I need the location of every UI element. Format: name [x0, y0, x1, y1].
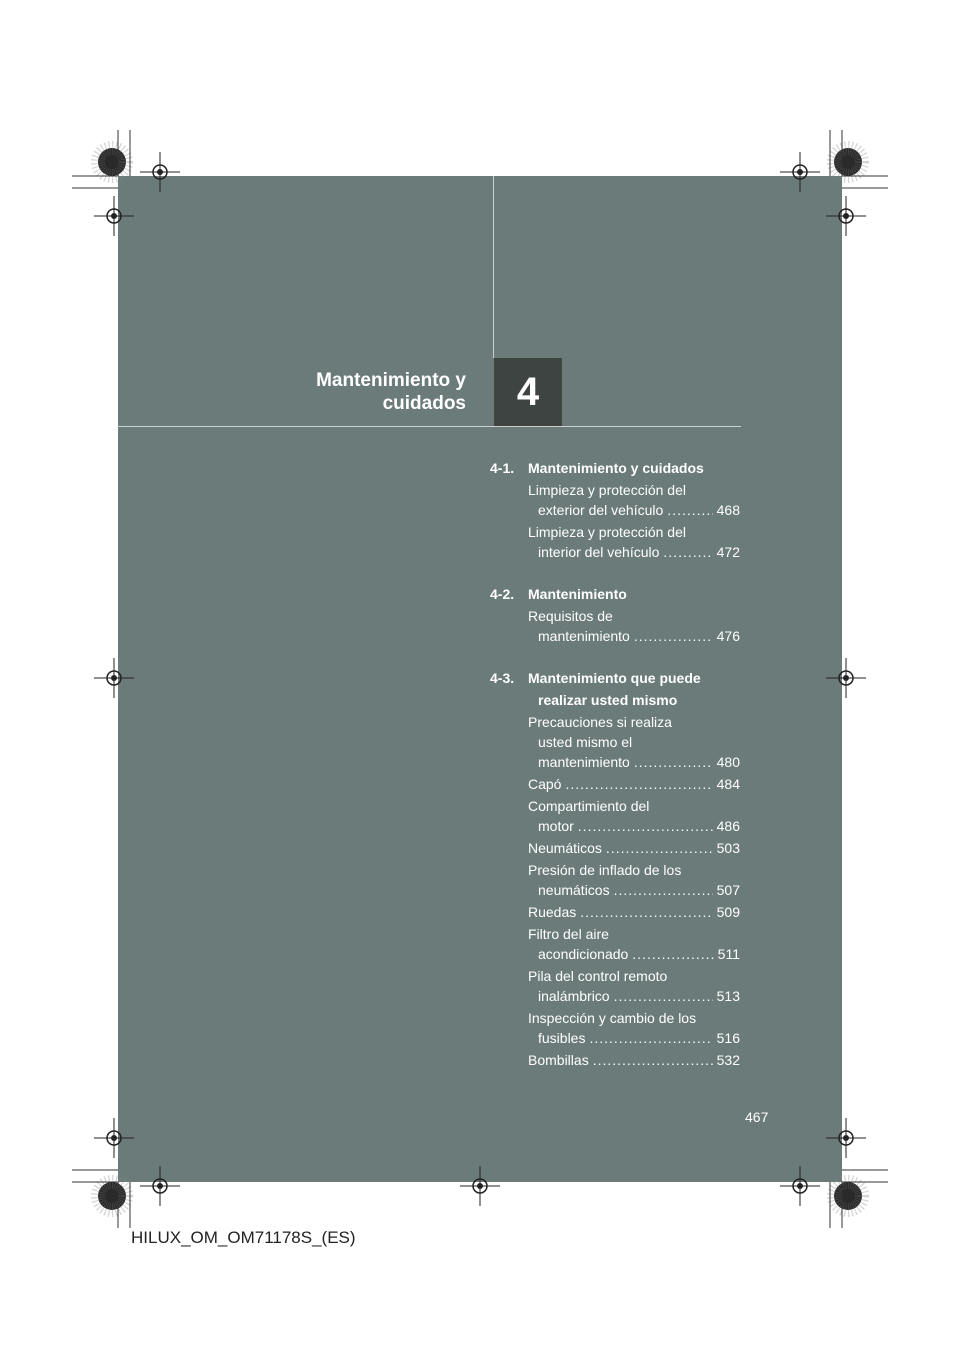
toc-entry-text: acondicionado — [538, 946, 629, 962]
toc-entry-text: mantenimiento — [538, 628, 630, 644]
toc-entry-line: usted mismo el — [538, 734, 633, 750]
toc-entry-line: Limpieza y protección del — [528, 524, 686, 540]
toc-entry-text: exterior del vehículo — [538, 502, 664, 518]
chapter-number-badge: 4 — [494, 358, 562, 426]
page-number: 467 — [745, 1109, 769, 1125]
toc-section-title: Mantenimiento y cuidados — [528, 460, 704, 476]
chapter-title-line2: cuidados — [382, 393, 466, 414]
toc-entry-page: 476 — [716, 628, 740, 644]
toc-entry-text: mantenimiento — [538, 754, 630, 770]
toc-entry-page: 468 — [716, 502, 740, 518]
toc-section-title: Mantenimiento que puede — [528, 670, 701, 686]
toc-section-title-line2: realizar usted mismo — [538, 692, 678, 708]
toc-entry-line: Presión de inflado de los — [528, 862, 682, 878]
toc-entry-text: inalámbrico — [538, 988, 610, 1004]
toc-entry-text: motor — [538, 818, 574, 834]
toc-entry-page: 484 — [716, 776, 740, 792]
toc-entry-text: Capó — [528, 776, 562, 792]
toc-section-title: Mantenimiento — [528, 586, 627, 602]
toc-entry-line: Compartimiento del — [528, 798, 650, 814]
toc-entry-line: Inspección y cambio de los — [528, 1010, 697, 1026]
toc-entry-page: 503 — [716, 840, 740, 856]
toc-entry-page: 486 — [716, 818, 740, 834]
toc-entry-line: Pila del control remoto — [528, 968, 668, 984]
toc-entry-text: neumáticos — [538, 882, 610, 898]
toc-section-number: 4-2. — [490, 586, 515, 602]
toc-entry-text: fusibles — [538, 1030, 586, 1046]
toc-entry-line: Requisitos de — [528, 608, 613, 624]
toc-entry-page: 511 — [717, 946, 740, 962]
toc-entry-page: 472 — [716, 544, 740, 560]
toc-entry-page: 509 — [716, 904, 740, 920]
document-id: HILUX_OM_OM71178S_(ES) — [131, 1228, 356, 1247]
toc-entry-line: Limpieza y protección del — [528, 482, 686, 498]
toc-entry-page: 513 — [716, 988, 740, 1004]
toc-entry-page: 507 — [716, 882, 740, 898]
toc-entry-page: 516 — [716, 1030, 740, 1046]
chapter-title-line1: Mantenimiento y — [316, 370, 466, 391]
toc-entry-line: Filtro del aire — [528, 926, 609, 942]
toc-entry-page: 480 — [716, 754, 740, 770]
toc-entry-text: Neumáticos — [528, 840, 602, 856]
toc-entry-text: Ruedas — [528, 904, 577, 920]
toc-section-number: 4-1. — [490, 460, 515, 476]
toc-section-number: 4-3. — [490, 670, 515, 686]
toc-entry-text: Bombillas — [528, 1052, 589, 1068]
toc-entry-text: interior del vehículo — [538, 544, 660, 560]
toc-entry-page: 532 — [716, 1052, 740, 1068]
toc-entry-line: Precauciones si realiza — [528, 714, 672, 730]
print-stamp: HILUX_OM_OM71178S_(ES).book Page 467 Wednesday, May 16, 2012 3:09 PM — [180, 167, 549, 177]
